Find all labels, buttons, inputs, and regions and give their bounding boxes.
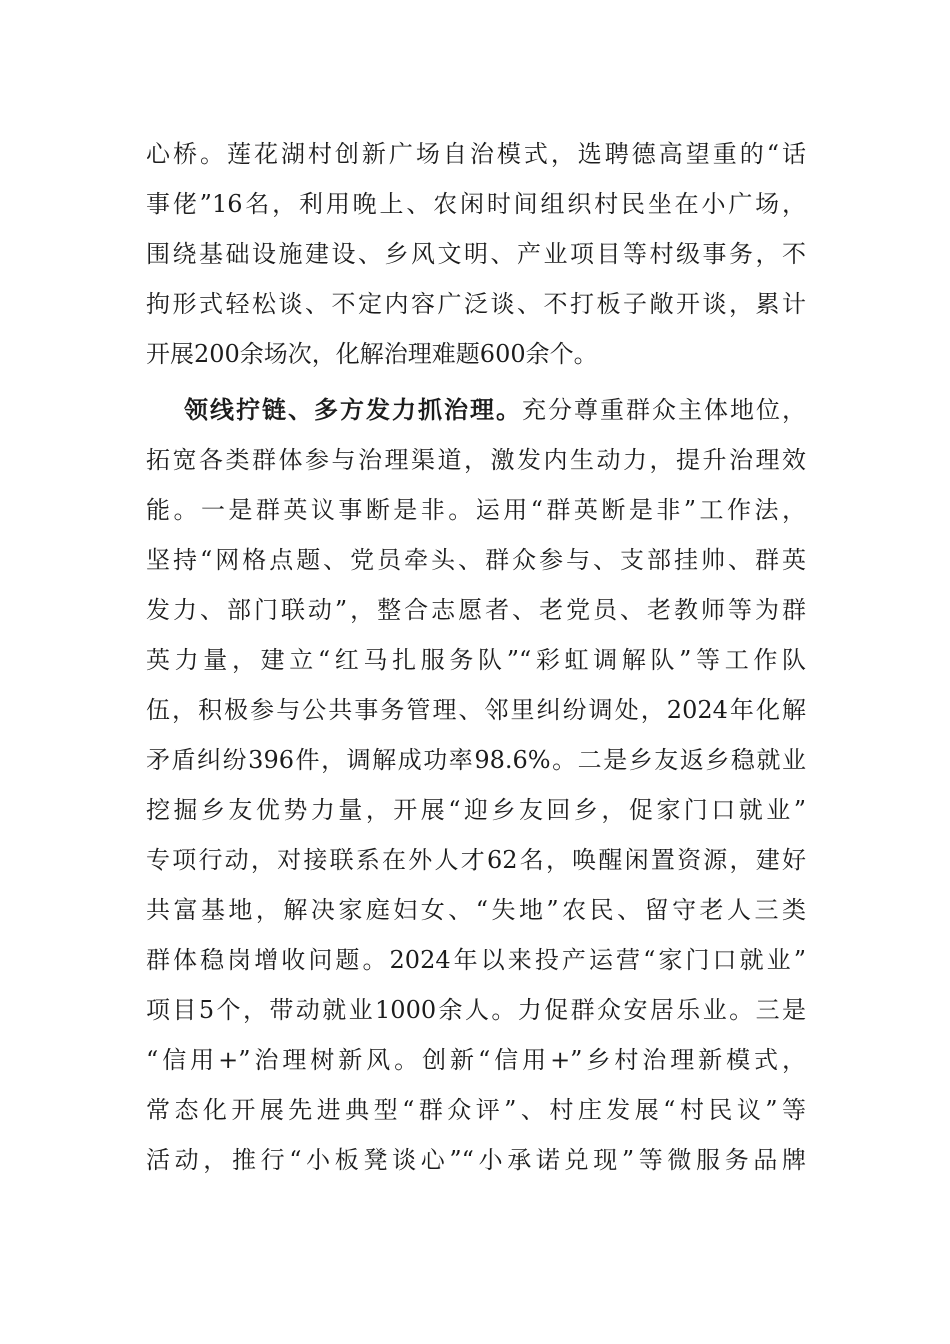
text-line: 能。一是群英议事断是非。运用“群英断是非”工作法， (146, 496, 806, 524)
paragraph-1 (146, 129, 806, 379)
text-line: 发力、部门联动”，整合志愿者、老党员、老教师等为群 (146, 596, 806, 624)
text-line: 心桥。莲花湖村创新广场自治模式，选聘德高望重的“话 (146, 140, 806, 168)
text-line: 事佬”16名，利用晚上、农闲时间组织村民坐在小广场， (146, 190, 806, 218)
text-line: 拓宽各类群体参与治理渠道，激发内生动力，提升治理效 (146, 446, 806, 474)
text-line: 挖掘乡友优势力量，开展“迎乡友回乡，促家门口就业” (146, 796, 806, 824)
text-line: “信用+”治理树新风。创新“信用+”乡村治理新模式， (146, 1046, 806, 1074)
text-line: 共富基地，解决家庭妇女、“失地”农民、留守老人三类 (146, 896, 806, 924)
text-line: 英力量，建立“红马扎服务队”“彩虹调解队”等工作队 (146, 646, 806, 674)
text-line: 坚持“网格点题、党员牵头、群众参与、支部挂帅、群英 (146, 546, 806, 574)
text-line: 专项行动，对接联系在外人才62名，唤醒闲置资源，建好 (146, 846, 806, 874)
paragraph-2 (146, 385, 806, 1185)
text-line: 活动，推行“小板凳谈心”“小承诺兑现”等微服务品牌 (146, 1146, 806, 1174)
text-line: 拘形式轻松谈、不定内容广泛谈、不打板子敞开谈，累计 (146, 290, 806, 318)
text-line: 群体稳岗增收问题。2024年以来投产运营“家门口就业” (146, 946, 806, 974)
paragraph-heading: 领线拧链、多方发力抓治理。 (184, 395, 522, 424)
paragraph-first-line-text: 充分尊重群众主体地位， (522, 396, 806, 424)
text-line: 伍，积极参与公共事务管理、邻里纠纷调处，2024年化解 (146, 696, 806, 724)
text-line: 矛盾纠纷396件，调解成功率98.6%。二是乡友返乡稳就业 (146, 746, 806, 774)
paragraph-first-line (146, 385, 806, 435)
text-line: 项目5个，带动就业1000余人。力促群众安居乐业。三是 (146, 996, 806, 1024)
text-line: 围绕基础设施建设、乡风文明、产业项目等村级事务，不 (146, 240, 806, 268)
text-line: 开展200余场次，化解治理难题600余个。 (146, 340, 598, 368)
text-line: 常态化开展先进典型“群众评”、村庄发展“村民议”等 (146, 1096, 806, 1124)
